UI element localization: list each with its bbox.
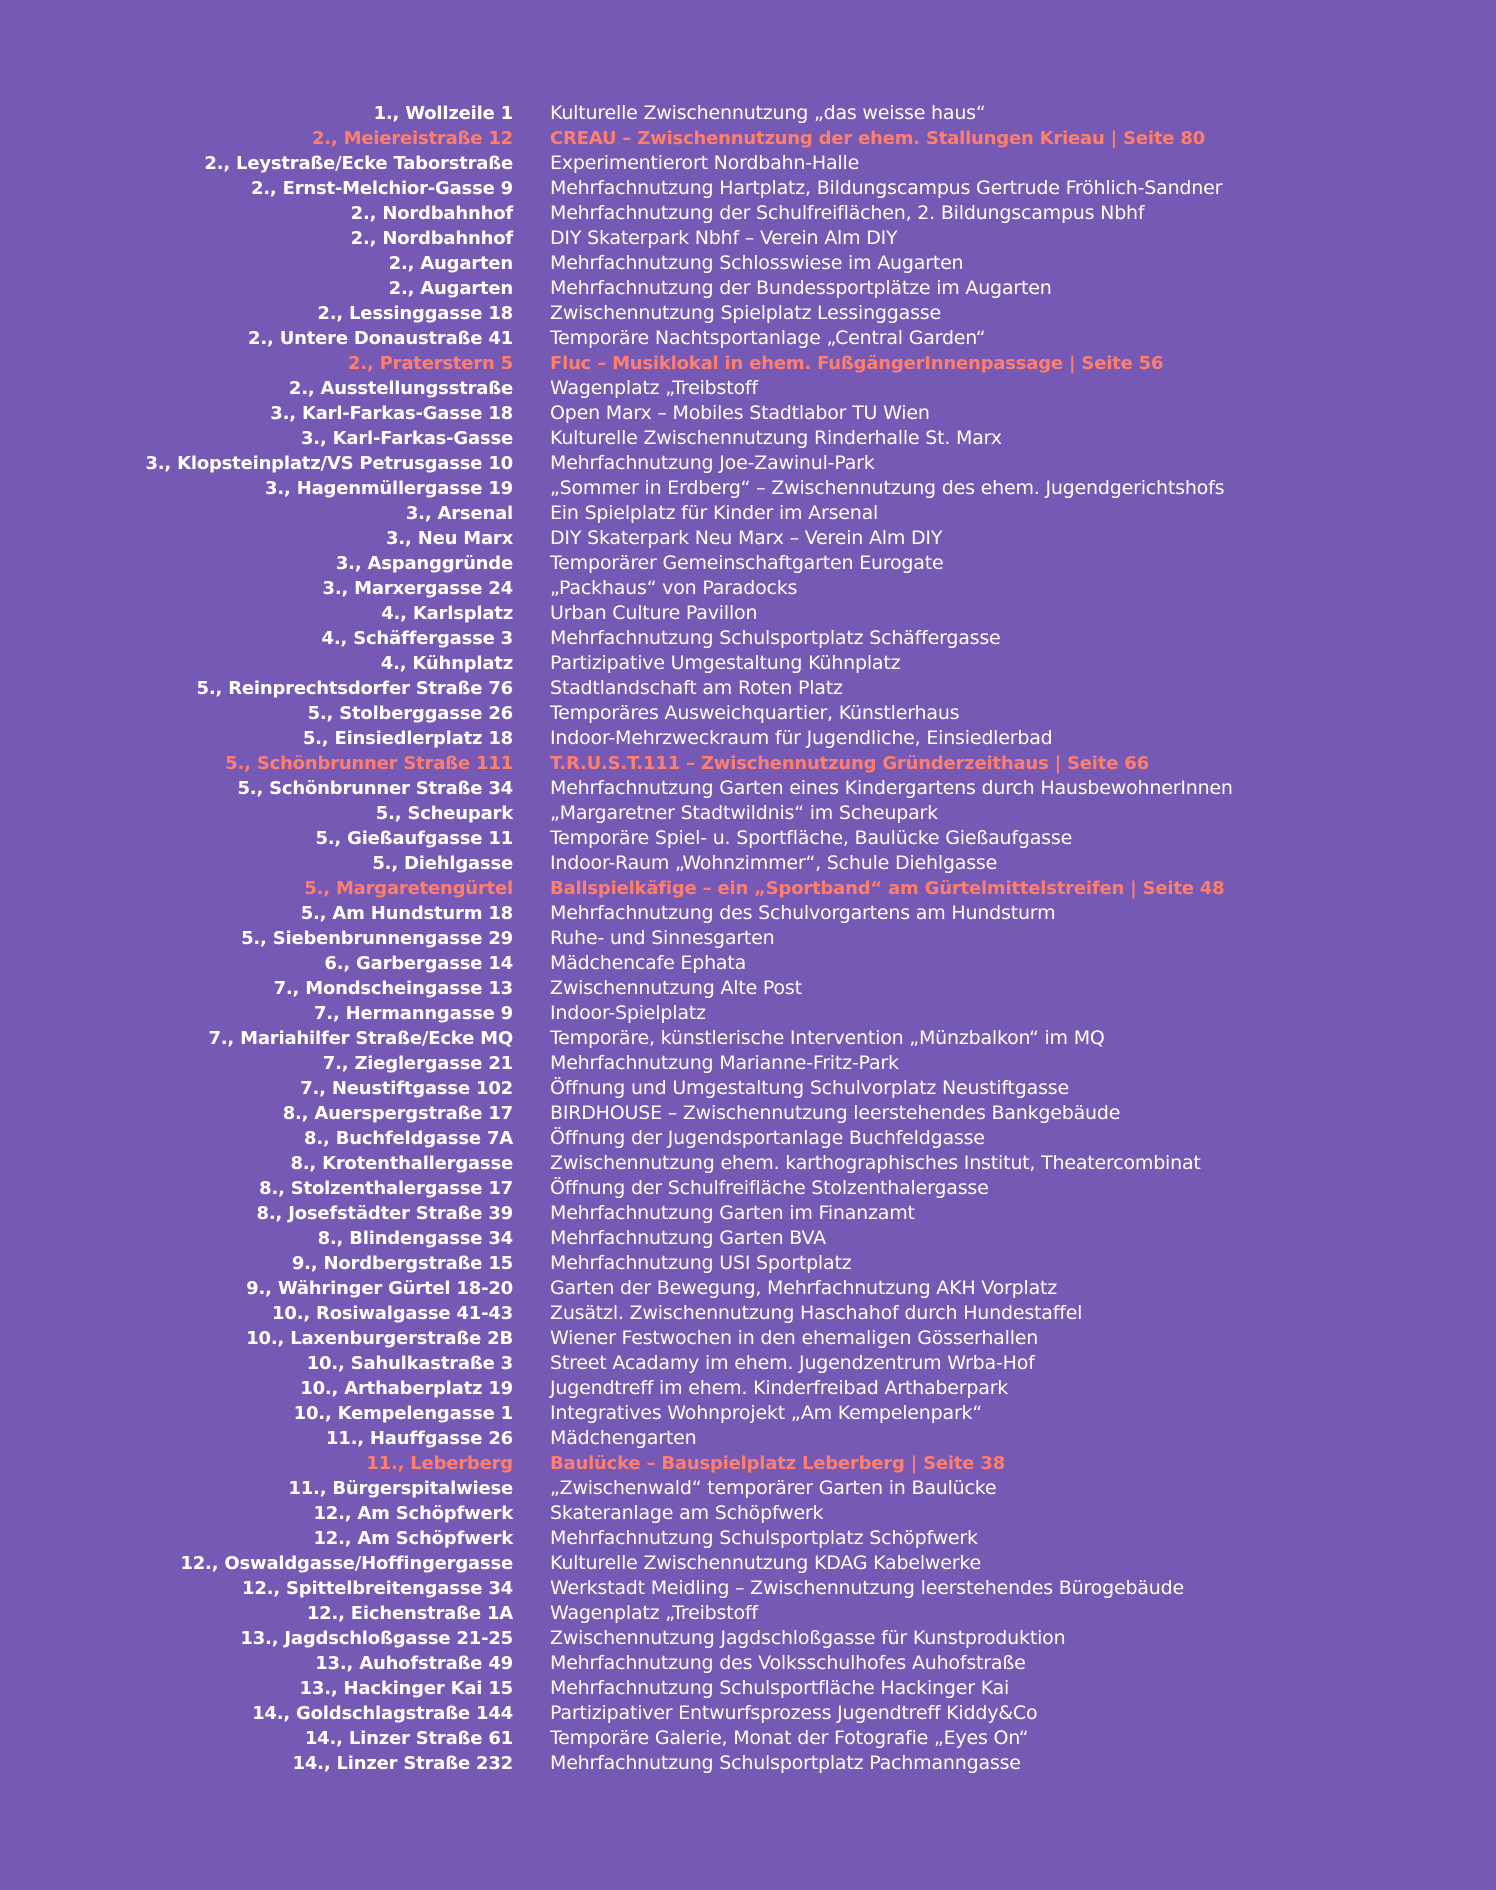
- entry-address: 3., Aspanggründe: [335, 553, 513, 574]
- list-item: [0, 726, 1496, 751]
- entry-address: 2., Meiereistraße 12: [311, 128, 513, 149]
- entry-address: 9., Nordbergstraße 15: [291, 1253, 513, 1274]
- entry-description: Ruhe- und Sinnesgarten: [550, 927, 775, 949]
- list-item: [0, 1251, 1496, 1276]
- list-item: [0, 926, 1496, 951]
- entry-description: CREAU – Zwischennutzung der ehem. Stallungen Krieau | Seite 80: [550, 128, 1205, 149]
- entry-description: Ein Spielplatz für Kinder im Arsenal: [550, 502, 879, 524]
- entry-address: 5., Schönbrunner Straße 111: [225, 753, 513, 774]
- list-item: [0, 901, 1496, 926]
- list-item: [0, 1751, 1496, 1776]
- entry-description: Mehrfachnutzung Hartplatz, Bildungscampus Gertrude Fröhlich-Sandner: [550, 177, 1223, 199]
- entry-description: Temporäre Spiel- u. Sportfläche, Baulücke Gießaufgasse: [550, 827, 1073, 849]
- entry-description: Open Marx – Mobiles Stadtlabor TU Wien: [550, 402, 930, 424]
- list-item: [0, 776, 1496, 801]
- entry-address: 7., Zieglergasse 21: [322, 1053, 513, 1074]
- entry-description: „Sommer in Erdberg“ – Zwischennutzung des ehem. Jugendgerichtshofs: [550, 477, 1225, 499]
- entry-address: 14., Linzer Straße 232: [292, 1753, 513, 1774]
- entry-description: Street Acadamy im ehem. Jugendzentrum Wrba-Hof: [550, 1352, 1035, 1374]
- entry-description: Mehrfachnutzung Garten BVA: [550, 1227, 826, 1249]
- list-item: [0, 626, 1496, 651]
- entry-address: 10., Arthaberplatz 19: [300, 1378, 513, 1399]
- list-item: [0, 151, 1496, 176]
- list-item: [0, 1576, 1496, 1601]
- list-item: [0, 201, 1496, 226]
- entry-description: Experimentierort Nordbahn-Halle: [550, 152, 860, 174]
- list-item: [0, 301, 1496, 326]
- entry-description: Wagenplatz „Treibstoff: [550, 377, 758, 399]
- list-item: [0, 551, 1496, 576]
- list-item: [0, 1676, 1496, 1701]
- entry-address: 8., Auerspergstraße 17: [282, 1103, 513, 1124]
- list-item: [0, 676, 1496, 701]
- entry-address: 5., Diehlgasse: [372, 853, 513, 874]
- entry-address: 3., Arsenal: [405, 503, 513, 524]
- entry-description: Öffnung und Umgestaltung Schulvorplatz Neustiftgasse: [550, 1077, 1069, 1099]
- list-item: [0, 1626, 1496, 1651]
- entry-address: 7., Mondscheingasse 13: [273, 978, 513, 999]
- entry-address: 8., Buchfeldgasse 7A: [304, 1128, 513, 1149]
- entry-address: 6., Garbergasse 14: [324, 953, 513, 974]
- list-item: [0, 1201, 1496, 1226]
- entry-address: 3., Karl-Farkas-Gasse 18: [270, 403, 513, 424]
- list-item: [0, 1501, 1496, 1526]
- list-item: [0, 1176, 1496, 1201]
- entry-description: Temporäres Ausweichquartier, Künstlerhaus: [550, 702, 960, 724]
- list-item: [0, 451, 1496, 476]
- entry-address: 5., Am Hundsturm 18: [300, 903, 513, 924]
- list-item: [0, 1126, 1496, 1151]
- list-item: [0, 651, 1496, 676]
- list-item: [0, 526, 1496, 551]
- entry-description: Stadtlandschaft am Roten Platz: [550, 677, 843, 699]
- list-item: [0, 401, 1496, 426]
- entry-description: Mehrfachnutzung des Schulvorgartens am Hundsturm: [550, 902, 1056, 924]
- entry-address: 12., Oswaldgasse/Hoffingergasse: [180, 1553, 513, 1574]
- entry-address: 2., Augarten: [388, 278, 513, 299]
- entry-description: Zusätzl. Zwischennutzung Haschahof durch Hundestaffel: [550, 1302, 1083, 1324]
- entry-address: 2., Ausstellungsstraße: [288, 378, 513, 399]
- entry-address: 2., Praterstern 5: [348, 353, 513, 374]
- entry-description: Öffnung der Schulfreifläche Stolzenthalergasse: [550, 1177, 989, 1199]
- entry-description: Integratives Wohnprojekt „Am Kempelenpark“: [550, 1402, 982, 1424]
- entry-description: Mehrfachnutzung Schulsportplatz Pachmanngasse: [550, 1752, 1021, 1774]
- entry-address: 2., Leystraße/Ecke Taborstraße: [204, 153, 513, 174]
- entry-description: DIY Skaterpark Neu Marx – Verein Alm DIY: [550, 527, 943, 549]
- entry-address: 5., Stolberggasse 26: [307, 703, 513, 724]
- entry-description: Partizipative Umgestaltung Kühnplatz: [550, 652, 901, 674]
- list-item: [0, 1326, 1496, 1351]
- entry-address: 10., Rosiwalgasse 41-43: [272, 1303, 513, 1324]
- entry-address: 8., Stolzenthalergasse 17: [259, 1178, 513, 1199]
- list-item-featured: [0, 751, 1496, 776]
- entry-description: Wagenplatz „Treibstoff: [550, 1602, 758, 1624]
- entry-address: 3., Klopsteinplatz/VS Petrusgasse 10: [145, 453, 513, 474]
- list-item: [0, 576, 1496, 601]
- list-item: [0, 1651, 1496, 1676]
- entry-address: 4., Schäffergasse 3: [321, 628, 513, 649]
- entry-address: 14., Linzer Straße 61: [304, 1728, 513, 1749]
- entry-address: 2., Nordbahnhof: [350, 203, 513, 224]
- entry-description: Mehrfachnutzung Marianne-Fritz-Park: [550, 1052, 899, 1074]
- entry-description: Temporäre Galerie, Monat der Fotografie „Eyes On“: [550, 1727, 1029, 1749]
- entry-address: 3., Marxergasse 24: [322, 578, 513, 599]
- list-item: [0, 1601, 1496, 1626]
- entry-description: Zwischennutzung Jagdschloßgasse für Kunstproduktion: [550, 1627, 1066, 1649]
- entry-description: Öffnung der Jugendsportanlage Buchfeldgasse: [550, 1127, 985, 1149]
- list-item: [0, 101, 1496, 126]
- entry-address: 11., Hauffgasse 26: [325, 1428, 513, 1449]
- list-item-featured: [0, 351, 1496, 376]
- entry-address: 3., Neu Marx: [386, 528, 513, 549]
- entry-address: 2., Ernst-Melchior-Gasse 9: [250, 178, 513, 199]
- project-list: [0, 101, 1496, 1776]
- entry-address: 11., Bürgerspitalwiese: [288, 1478, 513, 1499]
- list-item: [0, 176, 1496, 201]
- entry-address: 13., Jagdschloßgasse 21-25: [240, 1628, 513, 1649]
- entry-description: „Margaretner Stadtwildnis“ im Scheupark: [550, 802, 938, 824]
- entry-description: Urban Culture Pavillon: [550, 602, 758, 624]
- list-item: [0, 1526, 1496, 1551]
- list-item: [0, 701, 1496, 726]
- entry-description: Werkstadt Meidling – Zwischennutzung leerstehendes Bürogebäude: [550, 1577, 1184, 1599]
- entry-address: 7., Mariahilfer Straße/Ecke MQ: [208, 1028, 513, 1049]
- list-item: [0, 1026, 1496, 1051]
- list-item: [0, 1051, 1496, 1076]
- entry-address: 9., Währinger Gürtel 18-20: [246, 1278, 513, 1299]
- entry-address: 2., Nordbahnhof: [350, 228, 513, 249]
- entry-address: 5., Schönbrunner Straße 34: [237, 778, 513, 799]
- entry-description: Skateranlage am Schöpfwerk: [550, 1502, 824, 1524]
- list-item-featured: [0, 876, 1496, 901]
- entry-description: Baulücke – Bauspielplatz Leberberg | Seite 38: [550, 1453, 1006, 1474]
- entry-address: 10., Laxenburgerstraße 2B: [246, 1328, 513, 1349]
- list-item: [0, 226, 1496, 251]
- list-item: [0, 1701, 1496, 1726]
- entry-description: Mehrfachnutzung Schulsportplatz Schöpfwerk: [550, 1527, 978, 1549]
- entry-description: Kulturelle Zwischennutzung „das weisse haus“: [550, 102, 986, 124]
- entry-description: Temporäre, künstlerische Intervention „Münzbalkon“ im MQ: [550, 1027, 1105, 1049]
- entry-description: Mädchencafe Ephata: [550, 952, 747, 974]
- list-item: [0, 376, 1496, 401]
- list-item: [0, 826, 1496, 851]
- list-item: [0, 1426, 1496, 1451]
- entry-description: BIRDHOUSE – Zwischennutzung leerstehendes Bankgebäude: [550, 1102, 1121, 1124]
- entry-description: Indoor-Spielplatz: [550, 1002, 706, 1024]
- entry-description: Mehrfachnutzung Garten im Finanzamt: [550, 1202, 915, 1224]
- entry-address: 12., Am Schöpfwerk: [313, 1528, 513, 1549]
- entry-description: „Zwischenwald“ temporärer Garten in Baulücke: [550, 1477, 997, 1499]
- entry-address: 3., Hagenmüllergasse 19: [265, 478, 513, 499]
- entry-description: Temporäre Nachtsportanlage „Central Garden“: [550, 327, 986, 349]
- list-item: [0, 1101, 1496, 1126]
- list-item: [0, 801, 1496, 826]
- entry-address: 5., Siebenbrunnengasse 29: [241, 928, 513, 949]
- entry-address: 7., Hermanngasse 9: [313, 1003, 513, 1024]
- entry-description: Mehrfachnutzung der Bundessportplätze im Augarten: [550, 277, 1052, 299]
- entry-description: Mehrfachnutzung Schulsportplatz Schäffergasse: [550, 627, 1001, 649]
- entry-description: Mädchengarten: [550, 1427, 697, 1449]
- list-item: [0, 1551, 1496, 1576]
- list-item: [0, 1001, 1496, 1026]
- entry-description: Ballspielkäfige – ein „Sportband“ am Gürtelmittelstreifen | Seite 48: [550, 878, 1225, 899]
- entry-description: Kulturelle Zwischennutzung Rinderhalle St. Marx: [550, 427, 1002, 449]
- entry-description: Zwischennutzung Spielplatz Lessinggasse: [550, 302, 941, 324]
- entry-address: 5., Reinprechtsdorfer Straße 76: [196, 678, 513, 699]
- list-item: [0, 326, 1496, 351]
- entry-address: 11., Leberberg: [366, 1453, 513, 1474]
- entry-description: Zwischennutzung Alte Post: [550, 977, 802, 999]
- entry-address: 13., Auhofstraße 49: [315, 1653, 513, 1674]
- list-item: [0, 501, 1496, 526]
- entry-description: Mehrfachnutzung der Schulfreiflächen, 2. Bildungscampus Nbhf: [550, 202, 1145, 224]
- entry-address: 5., Einsiedlerplatz 18: [302, 728, 513, 749]
- list-item: [0, 1301, 1496, 1326]
- entry-description: Fluc – Musiklokal in ehem. FußgängerInnenpassage | Seite 56: [550, 353, 1164, 374]
- list-item: [0, 1476, 1496, 1501]
- entry-description: DIY Skaterpark Nbhf – Verein Alm DIY: [550, 227, 898, 249]
- entry-address: 1., Wollzeile 1: [373, 103, 513, 124]
- entry-address: 12., Am Schöpfwerk: [313, 1503, 513, 1524]
- entry-address: 12., Eichenstraße 1A: [306, 1603, 513, 1624]
- entry-address: 5., Margaretengürtel: [304, 878, 513, 899]
- list-item: [0, 851, 1496, 876]
- list-item: [0, 1376, 1496, 1401]
- entry-description: Mehrfachnutzung Schlosswiese im Augarten: [550, 252, 964, 274]
- entry-description: T.R.U.S.T.111 – Zwischennutzung Gründerzeithaus | Seite 66: [550, 753, 1149, 774]
- entry-address: 8., Josefstädter Straße 39: [256, 1203, 513, 1224]
- list-item: [0, 426, 1496, 451]
- entry-address: 10., Sahulkastraße 3: [306, 1353, 513, 1374]
- entry-description: Temporärer Gemeinschaftgarten Eurogate: [550, 552, 944, 574]
- entry-address: 7., Neustiftgasse 102: [300, 1078, 513, 1099]
- entry-address: 5., Gießaufgasse 11: [315, 828, 513, 849]
- entry-address: 5., Scheupark: [375, 803, 513, 824]
- entry-address: 12., Spittelbreitengasse 34: [242, 1578, 513, 1599]
- entry-description: Zwischennutzung ehem. karthographisches Institut, Theatercombinat: [550, 1152, 1201, 1174]
- list-item: [0, 1151, 1496, 1176]
- list-item: [0, 251, 1496, 276]
- list-item: [0, 951, 1496, 976]
- entry-description: Wiener Festwochen in den ehemaligen Gösserhallen: [550, 1327, 1039, 1349]
- entry-address: 13., Hackinger Kai 15: [299, 1678, 513, 1699]
- list-item: [0, 1076, 1496, 1101]
- entry-description: „Packhaus“ von Paradocks: [550, 577, 798, 599]
- list-item: [0, 976, 1496, 1001]
- entry-address: 3., Karl-Farkas-Gasse: [300, 428, 513, 449]
- entry-address: 2., Untere Donaustraße 41: [248, 328, 513, 349]
- entry-description: Partizipativer Entwurfsprozess Jugendtreff Kiddy&Co: [550, 1702, 1038, 1724]
- entry-description: Kulturelle Zwischennutzung KDAG Kabelwerke: [550, 1552, 981, 1574]
- list-item-featured: [0, 1451, 1496, 1476]
- entry-description: Jugendtreff im ehem. Kinderfreibad Arthaberpark: [550, 1377, 1009, 1399]
- list-item: [0, 276, 1496, 301]
- list-item: [0, 601, 1496, 626]
- entry-description: Mehrfachnutzung Schulsportfläche Hackinger Kai: [550, 1677, 1010, 1699]
- list-item: [0, 476, 1496, 501]
- entry-address: 4., Karlsplatz: [381, 603, 513, 624]
- list-item: [0, 1726, 1496, 1751]
- entry-description: Indoor-Raum „Wohnzimmer“, Schule Diehlgasse: [550, 852, 998, 874]
- entry-description: Mehrfachnutzung des Volksschulhofes Auhofstraße: [550, 1652, 1026, 1674]
- entry-description: Mehrfachnutzung Joe-Zawinul-Park: [550, 452, 875, 474]
- entry-address: 8., Krotenthallergasse: [290, 1153, 513, 1174]
- list-item: [0, 1351, 1496, 1376]
- entry-address: 10., Kempelengasse 1: [293, 1403, 513, 1424]
- entry-description: Mehrfachnutzung USI Sportplatz: [550, 1252, 852, 1274]
- entry-description: Garten der Bewegung, Mehrfachnutzung AKH Vorplatz: [550, 1277, 1058, 1299]
- entry-description: Mehrfachnutzung Garten eines Kindergartens durch HausbewohnerInnen: [550, 777, 1233, 799]
- list-item: [0, 1401, 1496, 1426]
- list-item: [0, 1276, 1496, 1301]
- entry-address: 14., Goldschlagstraße 144: [252, 1703, 513, 1724]
- entry-description: Indoor-Mehrzweckraum für Jugendliche, Einsiedlerbad: [550, 727, 1053, 749]
- entry-address: 2., Lessinggasse 18: [317, 303, 513, 324]
- list-item: [0, 1226, 1496, 1251]
- entry-address: 8., Blindengasse 34: [317, 1228, 513, 1249]
- entry-address: 4., Kühnplatz: [380, 653, 513, 674]
- entry-address: 2., Augarten: [388, 253, 513, 274]
- list-item-featured: [0, 126, 1496, 151]
